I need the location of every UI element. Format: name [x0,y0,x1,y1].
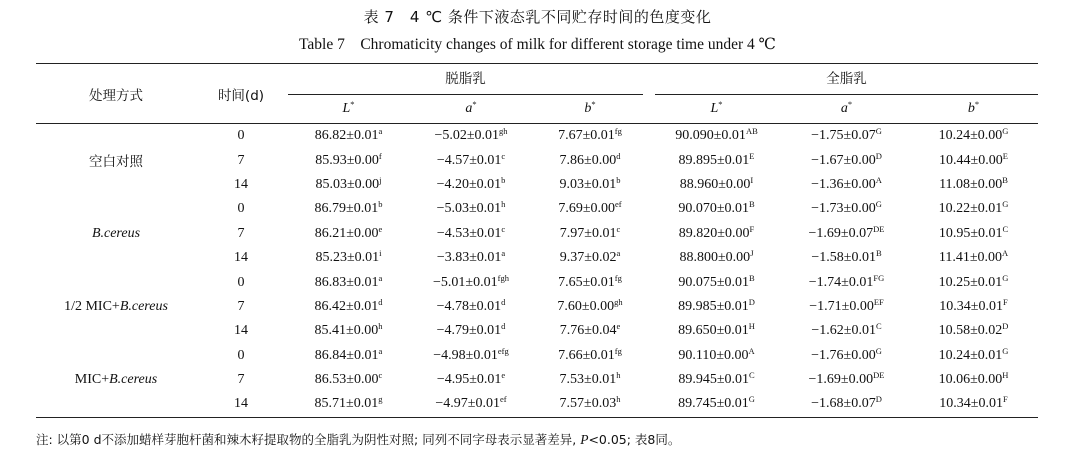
significance-letter: efg [497,345,509,356]
value-cell: $10.34\pm 0.01^F$ [909,392,1038,417]
significance-letter: a [501,248,506,259]
significance-letter: D [748,296,755,307]
significance-letter: c [501,150,506,161]
time-cell: 0 [237,128,245,144]
value-cell: 9.03±0.01$^b$ [559,174,621,192]
value-cell: 9.37±0.02$^a$ [559,248,621,266]
table-row [36,344,1038,368]
significance-letter: B [749,199,755,210]
header-whole-milk [649,64,1038,96]
significance-letter: ef [615,199,622,210]
significance-letter: G [875,126,882,137]
significance-letter: E [749,150,755,161]
value-cell: −4.20±0.01$^b$ [436,174,506,192]
significance-letter: FG [873,272,885,283]
header-whole-a: a* [784,95,909,124]
value-cell: 7.97±0.01$^c$ [559,223,621,241]
value-cell: $89.745\pm 0.01^G$ [649,392,784,417]
significance-letter: a [378,126,383,137]
value-cell: −5.03±0.01$^h$ [436,199,506,217]
significance-letter: AB [745,126,758,137]
significance-letter: h [616,394,621,405]
significance-letter: h [378,321,383,332]
significance-letter: fg [614,272,622,283]
value-cell: $11.08\pm 0.00^B$ [939,174,1008,192]
significance-letter: D [875,150,882,161]
significance-letter: J [750,248,754,259]
header-whole-milk-label: 全脂乳 [655,64,1038,95]
value-cell: 7.69±0.00$^{ef}$ [558,199,622,217]
value-cell: 86.82±0.01$^a$ [314,126,383,144]
value-cell: $10.24\pm 0.00^G$ [938,126,1009,144]
significance-letter: e [616,321,621,332]
value-cell: $89.650\pm 0.01^H$ [678,321,755,339]
value-cell: $89.895\pm 0.01^E$ [678,150,755,168]
significance-letter: e [378,223,383,234]
value-cell: $85.03\pm 0.00^j$ [315,174,382,192]
significance-letter: d [378,296,383,307]
significance-letter: D [1002,321,1009,332]
value-cell: 85.93±0.00$^f$ [315,150,382,168]
value-cell: $89.820\pm 0.00^F$ [678,223,755,241]
significance-letter: DE [873,370,885,381]
value-cell: 86.53±0.00$^c$ [314,370,383,388]
significance-letter: H [1002,370,1009,381]
value-cell: 7.86±0.00$^d$ [559,150,621,168]
value-cell: −4.57±0.01$^c$ [436,150,506,168]
significance-letter: f [378,150,382,161]
significance-letter: G [875,345,882,356]
value-cell: −4.79±0.01$^d$ [436,321,506,339]
value-cell: $10.58\pm 0.02^D$ [938,321,1009,339]
significance-letter: i [379,248,382,259]
header-skim-L: L* [286,95,411,124]
significance-letter: C [1002,223,1009,234]
significance-letter: b [378,199,383,210]
time-cell: 7 [237,372,245,388]
time-cell: 14 [196,392,286,417]
significance-letter: c [378,370,383,381]
significance-letter: b [501,174,506,185]
significance-letter: B [1002,174,1008,185]
significance-letter: gh [499,126,508,137]
value-cell: $10.06\pm 0.00^H$ [938,370,1009,388]
value-cell: 85.41±0.00$^h$ [314,321,383,339]
value-cell: $89.985\pm 0.01^D$ [678,296,755,314]
value-cell: $-1.62\pm 0.01^C$ [811,321,882,339]
value-cell: $-1.36\pm 0.00^A$ [811,174,882,192]
significance-letter: fg [614,126,622,137]
time-cell: 14 [234,176,248,192]
significance-letter: B [749,272,755,283]
value-cell: 86.84±0.01$^a$ [314,345,383,363]
significance-letter: c [616,223,621,234]
significance-letter: B [875,248,882,259]
significance-letter: a [378,345,383,356]
header-skim-milk-label: 脱脂乳 [288,64,643,95]
significance-letter: d [616,150,621,161]
significance-letter: b [616,174,621,185]
significance-letter: e [501,370,506,381]
value-cell: −4.53±0.01$^c$ [436,223,506,241]
value-cell: −3.83±0.01$^a$ [436,248,506,266]
value-cell: $90.110\pm 0.00^A$ [678,345,755,363]
value-cell: $10.22\pm 0.01^G$ [938,199,1009,217]
significance-letter: A [748,345,755,356]
time-cell: 7 [237,152,245,168]
value-cell: $10.95\pm 0.01^C$ [938,223,1009,241]
significance-letter: j [379,174,382,185]
treatment-label: 空白对照 [89,154,143,171]
header-whole-b: b* [909,95,1038,124]
value-cell: 7.67±0.01$^{fg}$ [558,126,622,144]
significance-letter: F [749,223,755,234]
value-cell: $-1.58\pm 0.01^B$ [811,248,882,266]
value-cell: 85.71±0.01$^g$ [286,392,411,417]
treatment-label: B.cereus [91,225,141,241]
value-cell: $-1.71\pm 0.00^{EF}$ [809,296,884,314]
value-cell: $88.800\pm 0.00^J$ [679,248,754,266]
significance-letter: C [875,321,882,332]
treatment-label: MIC+B.cereus [36,344,196,418]
value-cell: −1.69±0.00DE [808,370,885,388]
significance-letter: A [1002,248,1009,259]
significance-letter: fgh [497,272,509,283]
significance-letter: G [1002,126,1009,137]
value-cell: $-1.76\pm 0.00^G$ [811,345,882,363]
value-cell: 7.53±0.01$^h$ [559,370,621,388]
significance-letter: A [875,174,882,185]
value-cell: $10.24\pm 0.01^G$ [938,345,1009,363]
value-cell: 7.66±0.01$^{fg}$ [558,345,622,363]
significance-letter: E [1002,150,1008,161]
significance-letter: F [1002,394,1008,405]
table-caption-chinese: 表 7 4 ℃ 条件下液态乳不同贮存时间的色度变化 [363,8,712,26]
significance-letter: gh [614,296,623,307]
value-cell: $90.090\pm 0.01^{AB}$ [675,126,758,144]
value-cell: 7.60±0.00$^{gh}$ [557,296,623,314]
significance-letter: fg [614,345,622,356]
header-skim-b: b* [531,95,649,124]
value-cell: $-1.68\pm 0.07^D$ [784,392,909,417]
value-cell: $-1.67\pm 0.00^D$ [811,150,882,168]
header-time: 时间(d) [196,64,286,124]
significance-letter: d [501,321,506,332]
value-cell: 86.79±0.01$^b$ [314,199,383,217]
significance-letter: a [616,248,621,259]
time-cell: 0 [237,274,245,290]
table-caption-english: Table 7 Chromaticity changes of milk for different storage time under 4 ℃ [299,36,776,53]
chromaticity-table [36,63,1038,418]
value-cell: $10.34\pm 0.01^F$ [939,296,1008,314]
time-cell: 14 [234,323,248,339]
value-cell: $85.23\pm 0.01^i$ [315,248,382,266]
significance-letter: h [501,199,506,210]
significance-letter: EF [873,296,884,307]
time-cell: 0 [237,201,245,217]
significance-letter: G [748,394,755,405]
table-row [36,197,1038,221]
value-cell: −4.95±0.01$^e$ [436,370,506,388]
value-cell: $-1.74\pm 0.01^{FG}$ [808,272,885,290]
value-cell: $-1.73\pm 0.00^G$ [811,199,882,217]
significance-letter: I [750,174,754,185]
table-body [36,124,1038,418]
header-whole-L: L* [649,95,784,124]
value-cell: −5.01±0.01$^{fgh}$ [433,272,509,290]
significance-letter: G [875,199,882,210]
value-cell: −1.69±0.07DE [808,223,885,241]
header-skim-a: a* [411,95,531,124]
value-cell: 7.76±0.04$^e$ [559,321,621,339]
significance-letter: DE [873,223,885,234]
significance-letter: C [749,370,755,381]
value-cell: −5.02±0.01$^{gh}$ [434,126,508,144]
value-cell: $90.075\pm 0.01^B$ [678,272,755,290]
value-cell: $89.945\pm 0.01^C$ [678,370,755,388]
value-cell: 86.21±0.00$^e$ [314,223,383,241]
significance-letter: d [501,296,506,307]
significance-letter: D [875,394,882,405]
significance-letter: H [748,321,755,332]
header-skim-milk [286,64,649,96]
time-cell: 0 [237,347,245,363]
value-cell: $-1.75\pm 0.07^G$ [811,126,882,144]
value-cell: −4.97±0.01$^{ef}$ [411,392,531,417]
header-treatment: 处理方式 [36,64,196,124]
significance-letter: F [1002,296,1008,307]
significance-letter: G [1002,272,1009,283]
significance-letter: c [501,223,506,234]
significance-letter: h [616,370,621,381]
value-cell: $10.44\pm 0.00^E$ [939,150,1008,168]
time-cell: 14 [234,250,248,266]
value-cell: 7.57±0.03$^h$ [531,392,649,417]
table-footnote: 注: 以第0 d不添加蜡样芽胞杆菌和辣木籽提取物的全脂乳为阴性对照; 同列不同字母表示显著差异, P<0.05; 表8同。 [36,432,681,447]
significance-letter: a [378,272,383,283]
significance-letter: G [1002,199,1009,210]
significance-letter: G [1002,345,1009,356]
value-cell: $10.25\pm 0.01^G$ [938,272,1009,290]
value-cell: $90.070\pm 0.01^B$ [678,199,755,217]
treatment-label: 1/2 MIC+B.cereus [64,298,168,314]
value-cell: −4.78±0.01$^d$ [436,296,506,314]
time-cell: 7 [237,298,245,314]
value-cell: 7.65±0.01$^{fg}$ [558,272,622,290]
value-cell: −4.98±0.01$^{efg}$ [433,345,509,363]
time-cell: 7 [237,225,245,241]
value-cell: 86.83±0.01$^a$ [314,272,383,290]
value-cell: 86.42±0.01$^d$ [314,296,383,314]
value-cell: $11.41\pm 0.00^A$ [938,248,1009,266]
table-row [36,124,1038,149]
value-cell: $88.960\pm 0.00^I$ [679,174,754,192]
significance-letter: ef [499,394,507,405]
table-row [36,270,1038,294]
significance-letter: g [378,394,383,405]
